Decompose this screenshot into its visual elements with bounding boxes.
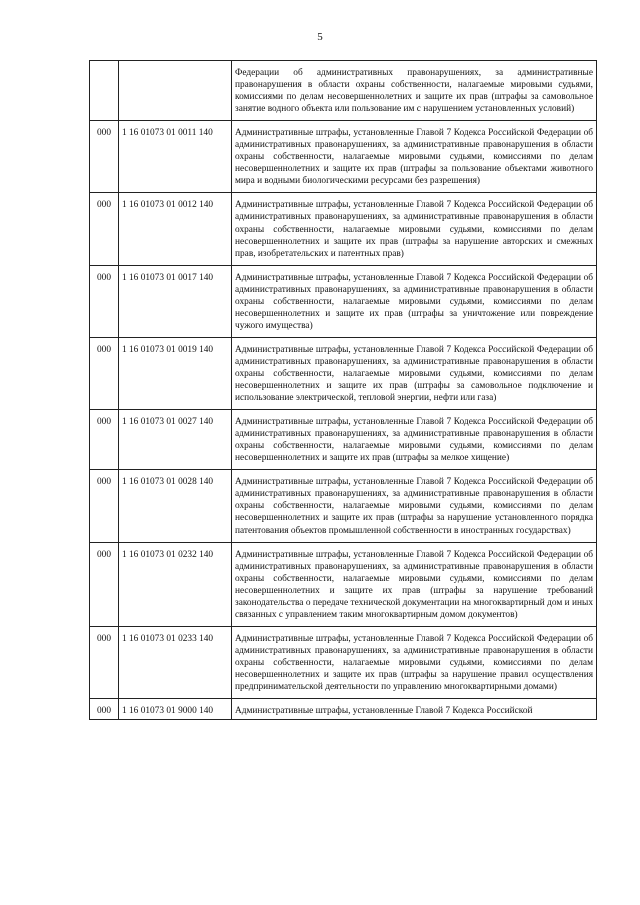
admin-code-cell: 000 <box>90 410 119 470</box>
admin-code-cell: 000 <box>90 470 119 542</box>
table-row <box>90 699 597 720</box>
kbk-code-cell: 1 16 01073 01 0028 140 <box>119 470 232 542</box>
income-name-cell: Административные штрафы, установленные Главой 7 Кодекса Российской Федерации об административных правонарушениях, за административные правонарушения в области охраны собственности, налагаемые мировыми судьями, комиссиями по делам несовершеннолетних и защите их прав (штрафы за пользование объектами животного мира и водными биологическими ресурсами без разрешения) <box>232 121 597 193</box>
income-name-cell: Административные штрафы, установленные Главой 7 Кодекса Российской Федерации об административных правонарушениях, за административные правонарушения в области охраны собственности, налагаемые мировыми судьями, комиссиями по делам несовершеннолетних и защите их прав (штрафы за мелкое хищение) <box>232 410 597 470</box>
table-row <box>90 337 597 409</box>
kbk-code-cell: 1 16 01073 01 0027 140 <box>119 410 232 470</box>
admin-code-cell <box>90 61 119 121</box>
table-row <box>90 61 597 121</box>
kbk-code-cell: 1 16 01073 01 0012 140 <box>119 193 232 265</box>
page-number: 5 <box>317 31 323 43</box>
kbk-code-cell: 1 16 01073 01 9000 140 <box>119 699 232 720</box>
kbk-code-cell: 1 16 01073 01 0019 140 <box>119 337 232 409</box>
income-name-cell: Федерации об административных правонарушениях, за административные правонарушения в области охраны собственности, налагаемые мировыми судьями, комиссиями по делам несовершеннолетних и защите их прав (штрафы за самовольное занятие водного объекта или пользование им с нарушением установленных условий) <box>232 61 597 121</box>
table-row <box>90 542 597 626</box>
table-row <box>90 121 597 193</box>
admin-code-cell: 000 <box>90 121 119 193</box>
admin-code-cell: 000 <box>90 337 119 409</box>
income-name-cell: Административные штрафы, установленные Главой 7 Кодекса Российской Федерации об административных правонарушениях, за административные правонарушения в области охраны собственности, налагаемые мировыми судьями, комиссиями по делам несовершеннолетних и защите их прав (штрафы за нарушение установленного порядка патентования объектов промышленной собственности в иностранных государствах) <box>232 470 597 542</box>
admin-code-cell: 000 <box>90 699 119 720</box>
kbk-code-cell: 1 16 01073 01 0017 140 <box>119 265 232 337</box>
kbk-code-cell: 1 16 01073 01 0232 140 <box>119 542 232 626</box>
table-row <box>90 470 597 542</box>
income-name-cell: Административные штрафы, установленные Главой 7 Кодекса Российской Федерации об административных правонарушениях, за административные правонарушения в области охраны собственности, налагаемые мировыми судьями, комиссиями по делам несовершеннолетних и защите их прав (штрафы за нарушение авторских и смежных прав, изобретательских и патентных прав) <box>232 193 597 265</box>
income-name-cell: Административные штрафы, установленные Главой 7 Кодекса Российской Федерации об административных правонарушениях, за административные правонарушения в области охраны собственности, налагаемые мировыми судьями, комиссиями по делам несовершеннолетних и защите их прав (штрафы за уничтожение или повреждение чужого имущества) <box>232 265 597 337</box>
income-name-cell: Административные штрафы, установленные Главой 7 Кодекса Российской Федерации об административных правонарушениях, за административные правонарушения в области охраны собственности, налагаемые мировыми судьями, комиссиями по делам несовершеннолетних и защите их прав (штрафы за нарушение правил осуществления предпринимательской деятельности по управлению многоквартирными домами) <box>232 626 597 698</box>
kbk-code-cell <box>119 61 232 121</box>
admin-code-cell: 000 <box>90 542 119 626</box>
table-row <box>90 265 597 337</box>
income-name-cell: Административные штрафы, установленные Главой 7 Кодекса Российской <box>232 699 597 720</box>
admin-code-cell: 000 <box>90 193 119 265</box>
kbk-code-cell: 1 16 01073 01 0011 140 <box>119 121 232 193</box>
income-name-cell: Административные штрафы, установленные Главой 7 Кодекса Российской Федерации об административных правонарушениях, за административные правонарушения в области охраны собственности, налагаемые мировыми судьями, комиссиями по делам несовершеннолетних и защите их прав (штрафы за нарушение требований законодательства о передаче технической документации на многоквартирный дом и иных связанных с управлением таким многоквартирным домом документов) <box>232 542 597 626</box>
table-row <box>90 410 597 470</box>
admin-code-cell: 000 <box>90 265 119 337</box>
budget-classification-table <box>89 60 597 720</box>
income-name-cell: Административные штрафы, установленные Главой 7 Кодекса Российской Федерации об административных правонарушениях, за административные правонарушения в области охраны собственности, налагаемые мировыми судьями, комиссиями по делам несовершеннолетних и защите их прав (штрафы за самовольное подключение и использование электрической, тепловой энергии, нефти или газа) <box>232 337 597 409</box>
table-row <box>90 626 597 698</box>
admin-code-cell: 000 <box>90 626 119 698</box>
kbk-code-cell: 1 16 01073 01 0233 140 <box>119 626 232 698</box>
table-row <box>90 193 597 265</box>
